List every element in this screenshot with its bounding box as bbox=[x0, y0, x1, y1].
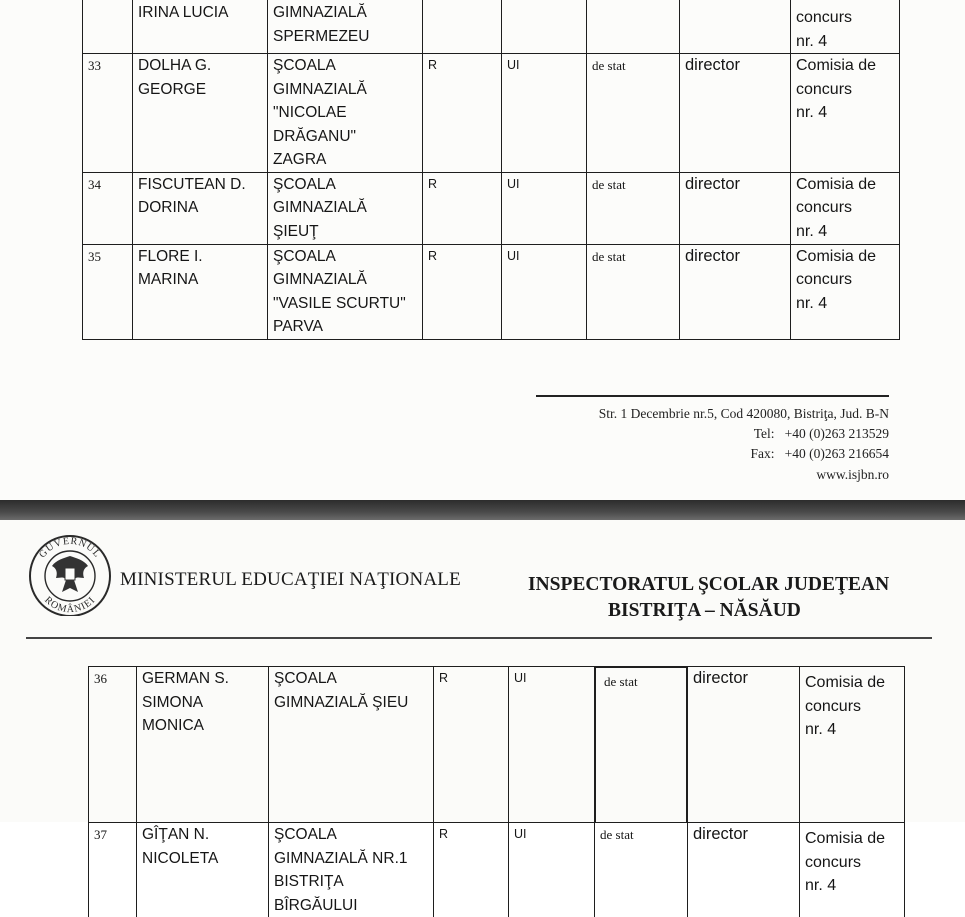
cell-tip bbox=[595, 667, 688, 823]
table-row bbox=[89, 667, 905, 823]
cell-school: ŞCOALA GIMNAZIALĂ "VASILE SCURTU" PARVA bbox=[268, 244, 423, 339]
cell-functie: director bbox=[680, 54, 791, 173]
cell-functie: director bbox=[688, 667, 800, 823]
cell-name: GÎŢAN N. NICOLETA bbox=[137, 823, 269, 917]
cell-mediu bbox=[423, 0, 502, 54]
cell-functie: director bbox=[688, 823, 800, 917]
cell-nivel: UI bbox=[502, 54, 587, 173]
cell-nr bbox=[83, 0, 133, 54]
cell-name: IRINA LUCIA bbox=[133, 0, 268, 54]
cell-tip: de stat bbox=[587, 172, 680, 244]
table-row bbox=[83, 0, 900, 54]
cell-nr: 36 bbox=[89, 667, 137, 823]
footer-website: www.isjbn.ro bbox=[816, 467, 889, 483]
svg-text:ROMÂNIEI: ROMÂNIEI bbox=[42, 595, 98, 616]
cell-nr: 34 bbox=[83, 172, 133, 244]
cell-comisia: Comisia de concurs nr. 4 bbox=[791, 244, 900, 339]
government-seal-icon bbox=[26, 532, 114, 616]
cell-name: DOLHA G. GEORGE bbox=[133, 54, 268, 173]
cell-tip: de stat bbox=[595, 823, 688, 917]
tip-text: de stat bbox=[604, 674, 638, 689]
cell-comisia: Comisia de concurs nr. 4 bbox=[791, 172, 900, 244]
cell-nivel: UI bbox=[509, 667, 595, 823]
cell-name: FISCUTEAN D. DORINA bbox=[133, 172, 268, 244]
cell-functie: director bbox=[680, 172, 791, 244]
phone-label: Tel: bbox=[754, 426, 775, 441]
table-row bbox=[83, 244, 900, 339]
cell-nivel bbox=[502, 0, 587, 54]
footer-fax bbox=[751, 446, 890, 462]
cell-mediu: R bbox=[423, 54, 502, 173]
cell-nr: 33 bbox=[83, 54, 133, 173]
table-row bbox=[83, 54, 900, 173]
document-page-bottom bbox=[0, 520, 965, 822]
cell-nivel: UI bbox=[509, 823, 595, 917]
inspectorate-county: BISTRIŢA – NĂSĂUD bbox=[608, 600, 801, 622]
header-divider bbox=[26, 637, 932, 639]
cell-nr: 35 bbox=[83, 244, 133, 339]
cell-comisia: Comisia de concurs nr. 4 bbox=[800, 823, 905, 917]
cell-name: GERMAN S. SIMONA MONICA bbox=[137, 667, 269, 823]
cell-mediu: R bbox=[434, 823, 509, 917]
cell-comisia: concurs nr. 4 bbox=[791, 0, 900, 54]
cell-nivel: UI bbox=[502, 172, 587, 244]
cell-functie bbox=[680, 0, 791, 54]
footer-phone bbox=[754, 426, 889, 442]
footer-divider bbox=[536, 395, 889, 397]
cell-school: ŞCOALA GIMNAZIALĂ "NICOLAE DRĂGANU" ZAGRA bbox=[268, 54, 423, 173]
cell-tip bbox=[587, 0, 680, 54]
fax-label: Fax: bbox=[751, 446, 775, 461]
cell-school: ŞCOALA GIMNAZIALĂ ŞIEU bbox=[269, 667, 434, 823]
candidates-table-continued bbox=[88, 666, 905, 917]
cell-tip: de stat bbox=[587, 54, 680, 173]
cell-tip: de stat bbox=[587, 244, 680, 339]
cell-mediu: R bbox=[423, 172, 502, 244]
cell-school: ŞCOALA GIMNAZIALĂ ŞIEUŢ bbox=[268, 172, 423, 244]
table-row bbox=[89, 823, 905, 917]
page-separator bbox=[0, 500, 965, 520]
cell-nivel: UI bbox=[502, 244, 587, 339]
ministry-title: MINISTERUL EDUCAŢIEI NAŢIONALE bbox=[120, 569, 461, 591]
cell-comisia: Comisia de concurs nr. 4 bbox=[800, 667, 905, 823]
footer-address: Str. 1 Decembrie nr.5, Cod 420080, Bistriţa, Jud. B-N bbox=[599, 406, 889, 422]
table-row bbox=[83, 172, 900, 244]
cell-mediu: R bbox=[434, 667, 509, 823]
cell-mediu: R bbox=[423, 244, 502, 339]
cell-comisia: Comisia de concurs nr. 4 bbox=[791, 54, 900, 173]
inspectorate-title: INSPECTORATUL ŞCOLAR JUDEŢEAN bbox=[528, 574, 889, 596]
cell-school: ŞCOALA GIMNAZIALĂ NR.1 BISTRIŢA BÎRGĂULUI bbox=[269, 823, 434, 917]
cell-nr: 37 bbox=[89, 823, 137, 917]
cell-functie: director bbox=[680, 244, 791, 339]
candidates-table bbox=[82, 0, 900, 340]
phone-number: +40 (0)263 213529 bbox=[785, 426, 889, 441]
fax-number: +40 (0)263 216654 bbox=[785, 446, 889, 461]
svg-text:GUVERNUL: GUVERNUL bbox=[37, 536, 103, 560]
cell-school: GIMNAZIALĂ SPERMEZEU bbox=[268, 0, 423, 54]
cell-name: FLORE I. MARINA bbox=[133, 244, 268, 339]
